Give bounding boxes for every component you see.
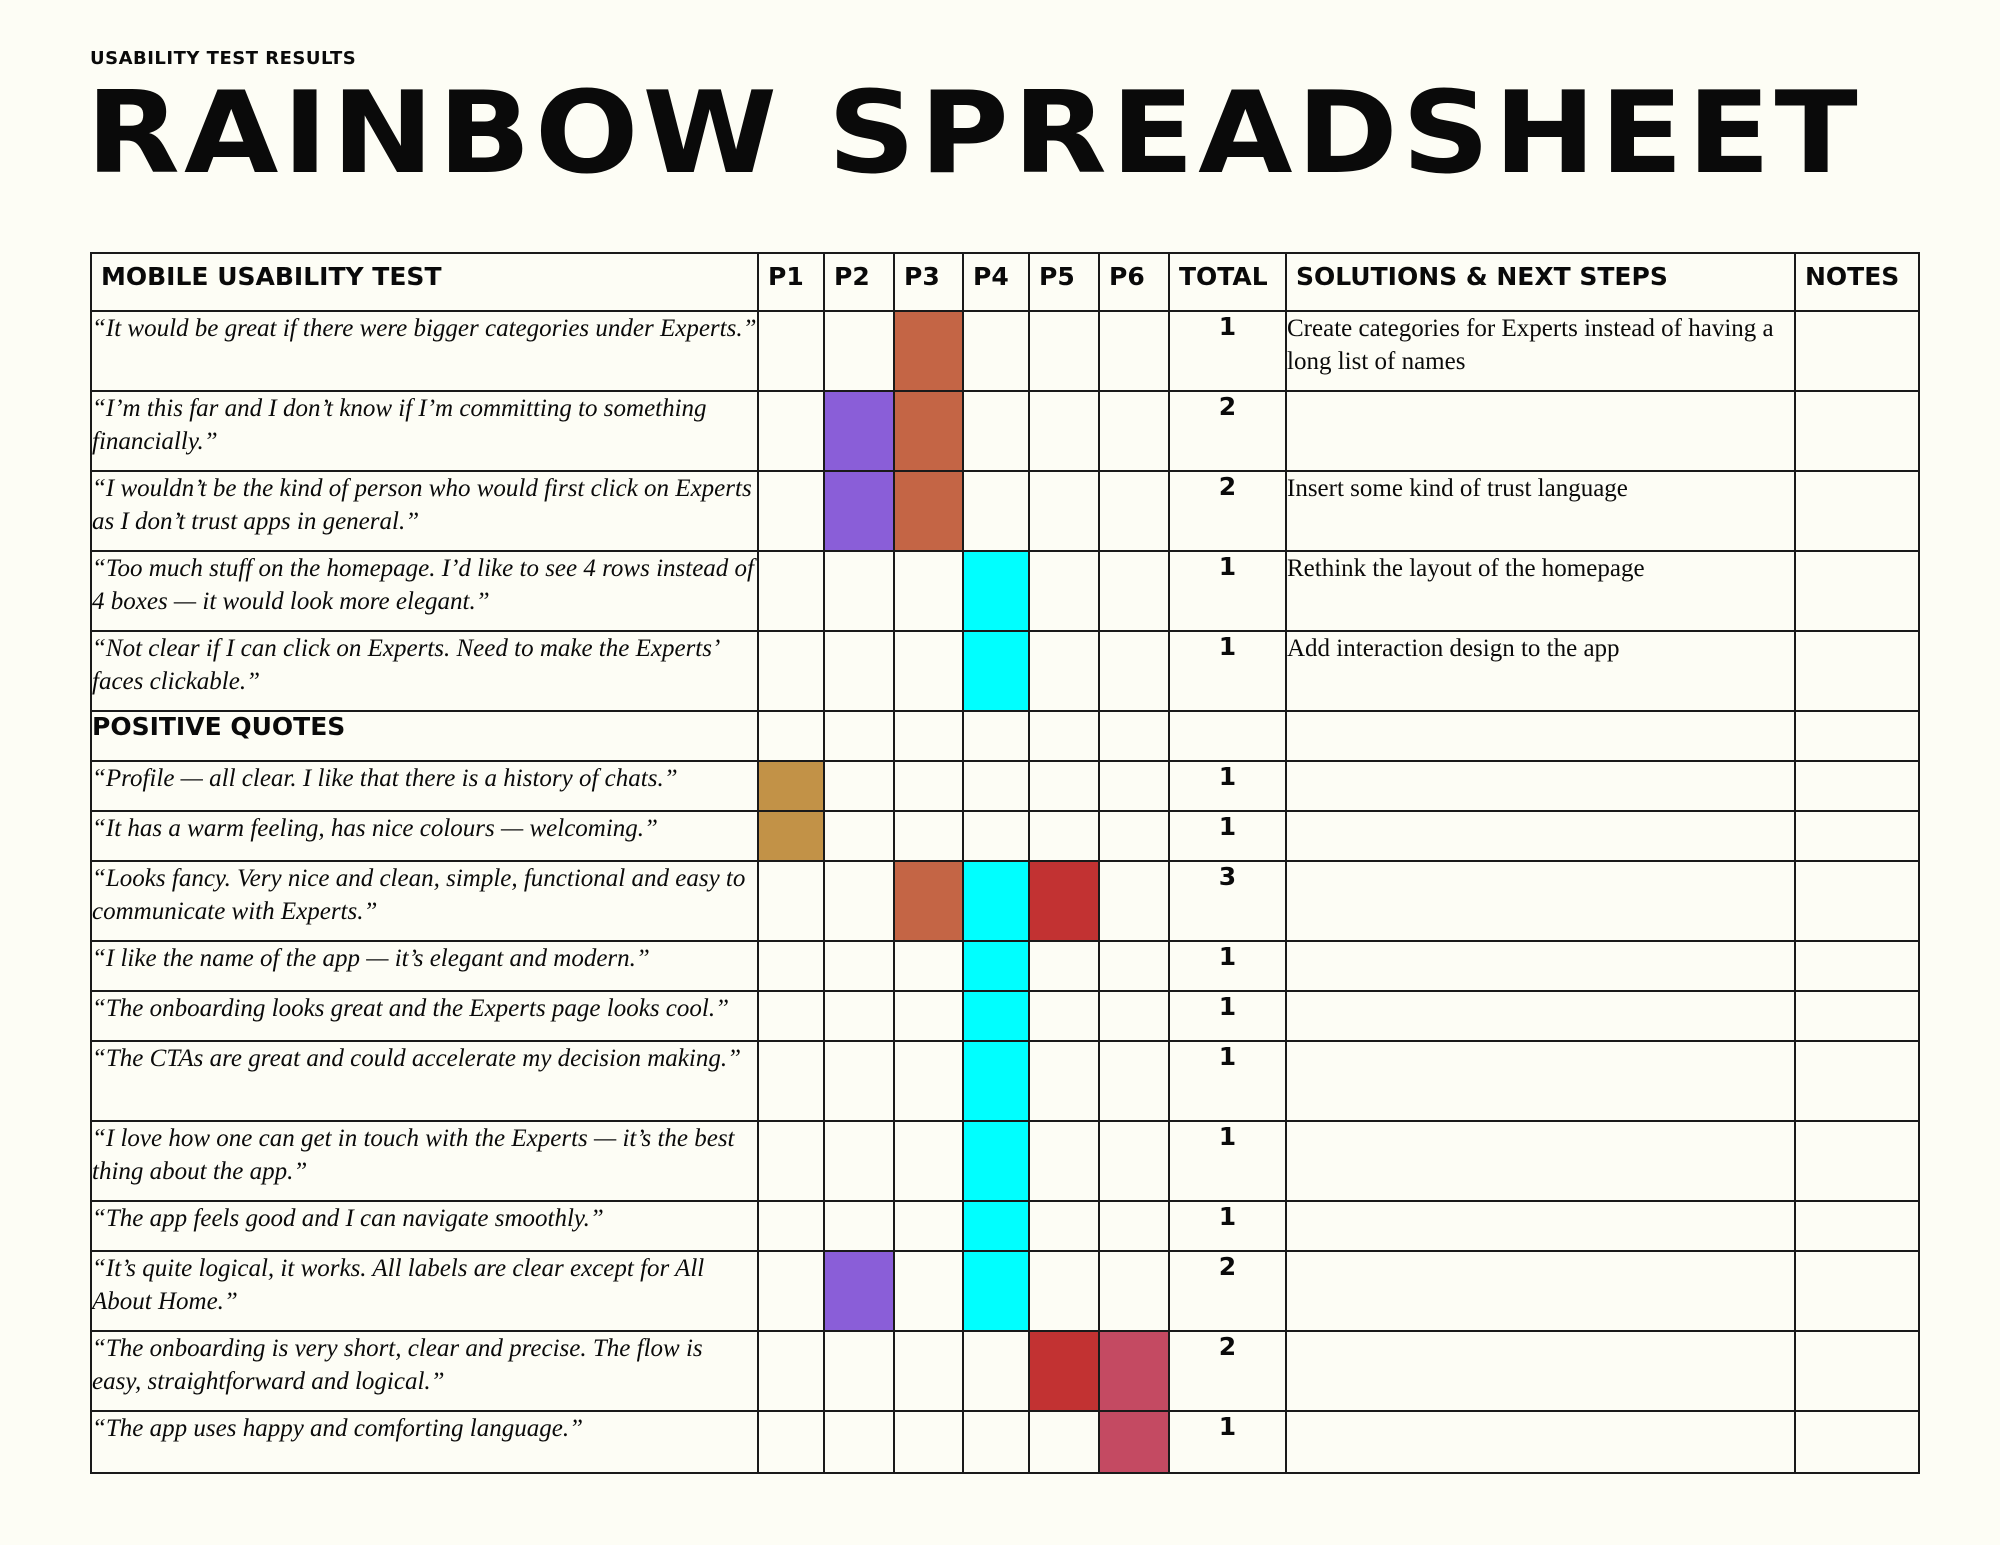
participant-cell-p5 [1029, 991, 1099, 1041]
notes-cell [1795, 391, 1919, 471]
participant-cell-p2 [824, 1411, 894, 1473]
total-cell: 1 [1169, 311, 1286, 391]
total-cell: 1 [1169, 991, 1286, 1041]
participant-cell-p6-marked [1099, 1411, 1169, 1473]
table-row [91, 811, 1919, 861]
participant-cell-p1 [758, 1411, 824, 1473]
total-cell: 2 [1169, 391, 1286, 471]
empty-cell [1099, 711, 1169, 761]
participant-cell-p4-marked [963, 551, 1029, 631]
participant-cell-p5 [1029, 471, 1099, 551]
table-row [91, 471, 1919, 551]
solution-cell: Insert some kind of trust language [1286, 471, 1795, 551]
solution-cell: Rethink the layout of the homepage [1286, 551, 1795, 631]
solution-cell [1286, 1251, 1795, 1331]
participant-cell-p3 [894, 761, 963, 811]
participant-cell-p1 [758, 311, 824, 391]
participant-cell-p2-marked [824, 471, 894, 551]
participant-cell-p2 [824, 811, 894, 861]
participant-cell-p3 [894, 1201, 963, 1251]
header-p5: P5 [1029, 253, 1099, 311]
participant-cell-p5 [1029, 941, 1099, 991]
table-row [91, 551, 1919, 631]
participant-cell-p5 [1029, 1201, 1099, 1251]
total-cell: 1 [1169, 631, 1286, 711]
table-row [91, 1041, 1919, 1121]
participant-cell-p4-marked [963, 1201, 1029, 1251]
notes-cell [1795, 1331, 1919, 1411]
table-row [91, 861, 1919, 941]
quote-cell: “The app uses happy and comforting language.” [91, 1411, 758, 1473]
participant-cell-p6 [1099, 391, 1169, 471]
participant-cell-p5 [1029, 551, 1099, 631]
participant-cell-p5 [1029, 391, 1099, 471]
participant-cell-p1 [758, 861, 824, 941]
page-eyebrow: USABILITY TEST RESULTS [90, 48, 357, 69]
participant-cell-p2 [824, 991, 894, 1041]
notes-cell [1795, 761, 1919, 811]
participant-cell-p1-marked [758, 811, 824, 861]
solution-cell [1286, 1201, 1795, 1251]
notes-cell [1795, 631, 1919, 711]
participant-cell-p4-marked [963, 631, 1029, 711]
table-row [91, 991, 1919, 1041]
solution-cell [1286, 941, 1795, 991]
total-cell: 1 [1169, 551, 1286, 631]
quote-cell: “It has a warm feeling, has nice colours — welcoming.” [91, 811, 758, 861]
participant-cell-p4-marked [963, 941, 1029, 991]
participant-cell-p2-marked [824, 391, 894, 471]
section-row-positive-quotes [91, 711, 1919, 761]
empty-cell [1795, 711, 1919, 761]
quote-cell: “Profile — all clear. I like that there is a history of chats.” [91, 761, 758, 811]
empty-cell [1169, 711, 1286, 761]
participant-cell-p5-marked [1029, 861, 1099, 941]
quote-cell: “It would be great if there were bigger categories under Experts.” [91, 311, 758, 391]
participant-cell-p3 [894, 631, 963, 711]
participant-cell-p1 [758, 1041, 824, 1121]
participant-cell-p4-marked [963, 1041, 1029, 1121]
solution-cell [1286, 811, 1795, 861]
notes-cell [1795, 941, 1919, 991]
participant-cell-p5 [1029, 311, 1099, 391]
notes-cell [1795, 811, 1919, 861]
participant-cell-p5 [1029, 631, 1099, 711]
solution-cell [1286, 761, 1795, 811]
participant-cell-p3 [894, 551, 963, 631]
participant-cell-p3-marked [894, 471, 963, 551]
page-title: RAINBOW SPREADSHEET [86, 66, 1862, 199]
participant-cell-p6 [1099, 551, 1169, 631]
participant-cell-p2 [824, 311, 894, 391]
sheet-body [91, 311, 1919, 1473]
total-cell: 1 [1169, 1201, 1286, 1251]
empty-cell [824, 711, 894, 761]
notes-cell [1795, 1121, 1919, 1201]
quote-cell: “I’m this far and I don’t know if I’m committing to something financially.” [91, 391, 758, 471]
participant-cell-p5 [1029, 1251, 1099, 1331]
total-cell: 1 [1169, 1411, 1286, 1473]
total-cell: 2 [1169, 471, 1286, 551]
quote-cell: “The app feels good and I can navigate smoothly.” [91, 1201, 758, 1251]
participant-cell-p2 [824, 1121, 894, 1201]
table-row [91, 1411, 1919, 1473]
quote-cell: “The CTAs are great and could accelerate my decision making.” [91, 1041, 758, 1121]
header-notes: NOTES [1795, 253, 1919, 311]
quote-cell: “Not clear if I can click on Experts. Need to make the Experts’ faces clickable.” [91, 631, 758, 711]
notes-cell [1795, 861, 1919, 941]
table-row [91, 941, 1919, 991]
header-total: TOTAL [1169, 253, 1286, 311]
quote-cell: “The onboarding looks great and the Experts page looks cool.” [91, 991, 758, 1041]
participant-cell-p3 [894, 941, 963, 991]
solution-cell [1286, 991, 1795, 1041]
participant-cell-p5 [1029, 1121, 1099, 1201]
participant-cell-p5-marked [1029, 1331, 1099, 1411]
total-cell: 1 [1169, 811, 1286, 861]
notes-cell [1795, 311, 1919, 391]
participant-cell-p6 [1099, 991, 1169, 1041]
empty-cell [894, 711, 963, 761]
participant-cell-p6 [1099, 1251, 1169, 1331]
total-cell: 3 [1169, 861, 1286, 941]
header-row [91, 253, 1919, 311]
solution-cell: Add interaction design to the app [1286, 631, 1795, 711]
participant-cell-p3-marked [894, 391, 963, 471]
table-row [91, 391, 1919, 471]
total-cell: 1 [1169, 1121, 1286, 1201]
notes-cell [1795, 1201, 1919, 1251]
table-row [91, 631, 1919, 711]
section-label: POSITIVE QUOTES [91, 711, 758, 761]
notes-cell [1795, 1251, 1919, 1331]
notes-cell [1795, 471, 1919, 551]
participant-cell-p6 [1099, 1041, 1169, 1121]
participant-cell-p6 [1099, 761, 1169, 811]
participant-cell-p1 [758, 1251, 824, 1331]
participant-cell-p3-marked [894, 311, 963, 391]
participant-cell-p3 [894, 1121, 963, 1201]
quote-cell: “I like the name of the app — it’s elegant and modern.” [91, 941, 758, 991]
header-p4: P4 [963, 253, 1029, 311]
participant-cell-p6 [1099, 471, 1169, 551]
table-row [91, 1331, 1919, 1411]
quote-cell: “The onboarding is very short, clear and precise. The flow is easy, straightforward and logical.” [91, 1331, 758, 1411]
participant-cell-p6 [1099, 1201, 1169, 1251]
participant-cell-p4 [963, 761, 1029, 811]
header-solutions: SOLUTIONS & NEXT STEPS [1286, 253, 1795, 311]
table-row [91, 761, 1919, 811]
header-p3: P3 [894, 253, 963, 311]
solution-cell: Create categories for Experts instead of having a long list of names [1286, 311, 1795, 391]
participant-cell-p6 [1099, 861, 1169, 941]
empty-cell [963, 711, 1029, 761]
participant-cell-p5 [1029, 1411, 1099, 1473]
solution-cell [1286, 1041, 1795, 1121]
participant-cell-p4 [963, 1411, 1029, 1473]
solution-cell [1286, 391, 1795, 471]
participant-cell-p3-marked [894, 861, 963, 941]
participant-cell-p1 [758, 1201, 824, 1251]
quote-cell: “I love how one can get in touch with the Experts — it’s the best thing about the app.” [91, 1121, 758, 1201]
header-p1: P1 [758, 253, 824, 311]
participant-cell-p6-marked [1099, 1331, 1169, 1411]
solution-cell [1286, 861, 1795, 941]
participant-cell-p6 [1099, 1121, 1169, 1201]
participant-cell-p4-marked [963, 991, 1029, 1041]
participant-cell-p1 [758, 991, 824, 1041]
table-row [91, 1251, 1919, 1331]
participant-cell-p2 [824, 1201, 894, 1251]
quote-cell: “Looks fancy. Very nice and clean, simple, functional and easy to communicate with Experts.” [91, 861, 758, 941]
total-cell: 2 [1169, 1251, 1286, 1331]
header-p2: P2 [824, 253, 894, 311]
table-row [91, 311, 1919, 391]
solution-cell [1286, 1411, 1795, 1473]
participant-cell-p1 [758, 1331, 824, 1411]
participant-cell-p2-marked [824, 1251, 894, 1331]
participant-cell-p1 [758, 391, 824, 471]
participant-cell-p6 [1099, 811, 1169, 861]
participant-cell-p1 [758, 471, 824, 551]
header-p6: P6 [1099, 253, 1169, 311]
quote-cell: “It’s quite logical, it works. All labels are clear except for All About Home.” [91, 1251, 758, 1331]
participant-cell-p2 [824, 631, 894, 711]
total-cell: 1 [1169, 761, 1286, 811]
quote-cell: “Too much stuff on the homepage. I’d like to see 4 rows instead of 4 boxes — it would look more elegant.” [91, 551, 758, 631]
participant-cell-p4 [963, 1331, 1029, 1411]
participant-cell-p3 [894, 811, 963, 861]
participant-cell-p5 [1029, 761, 1099, 811]
notes-cell [1795, 1041, 1919, 1121]
table-row [91, 1201, 1919, 1251]
participant-cell-p6 [1099, 941, 1169, 991]
participant-cell-p3 [894, 1411, 963, 1473]
notes-cell [1795, 991, 1919, 1041]
participant-cell-p4-marked [963, 1251, 1029, 1331]
solution-cell [1286, 1121, 1795, 1201]
participant-cell-p2 [824, 941, 894, 991]
participant-cell-p1 [758, 631, 824, 711]
table-row [91, 1121, 1919, 1201]
empty-cell [1029, 711, 1099, 761]
participant-cell-p2 [824, 761, 894, 811]
participant-cell-p3 [894, 991, 963, 1041]
participant-cell-p1-marked [758, 761, 824, 811]
participant-cell-p2 [824, 861, 894, 941]
participant-cell-p4 [963, 311, 1029, 391]
participant-cell-p1 [758, 1121, 824, 1201]
participant-cell-p6 [1099, 311, 1169, 391]
participant-cell-p1 [758, 941, 824, 991]
participant-cell-p4 [963, 391, 1029, 471]
participant-cell-p5 [1029, 1041, 1099, 1121]
total-cell: 1 [1169, 1041, 1286, 1121]
empty-cell [758, 711, 824, 761]
participant-cell-p1 [758, 551, 824, 631]
notes-cell [1795, 1411, 1919, 1473]
participant-cell-p4 [963, 471, 1029, 551]
solution-cell [1286, 1331, 1795, 1411]
participant-cell-p4-marked [963, 1121, 1029, 1201]
participant-cell-p2 [824, 1331, 894, 1411]
total-cell: 2 [1169, 1331, 1286, 1411]
usability-spreadsheet [90, 252, 1920, 1474]
participant-cell-p6 [1099, 631, 1169, 711]
quote-cell: “I wouldn’t be the kind of person who would first click on Experts as I don’t trust apps in general.” [91, 471, 758, 551]
header-mobile-usability-test: MOBILE USABILITY TEST [91, 253, 758, 311]
empty-cell [1286, 711, 1795, 761]
participant-cell-p4-marked [963, 861, 1029, 941]
participant-cell-p2 [824, 1041, 894, 1121]
total-cell: 1 [1169, 941, 1286, 991]
notes-cell [1795, 551, 1919, 631]
participant-cell-p2 [824, 551, 894, 631]
participant-cell-p4 [963, 811, 1029, 861]
participant-cell-p5 [1029, 811, 1099, 861]
participant-cell-p3 [894, 1041, 963, 1121]
participant-cell-p3 [894, 1251, 963, 1331]
participant-cell-p3 [894, 1331, 963, 1411]
